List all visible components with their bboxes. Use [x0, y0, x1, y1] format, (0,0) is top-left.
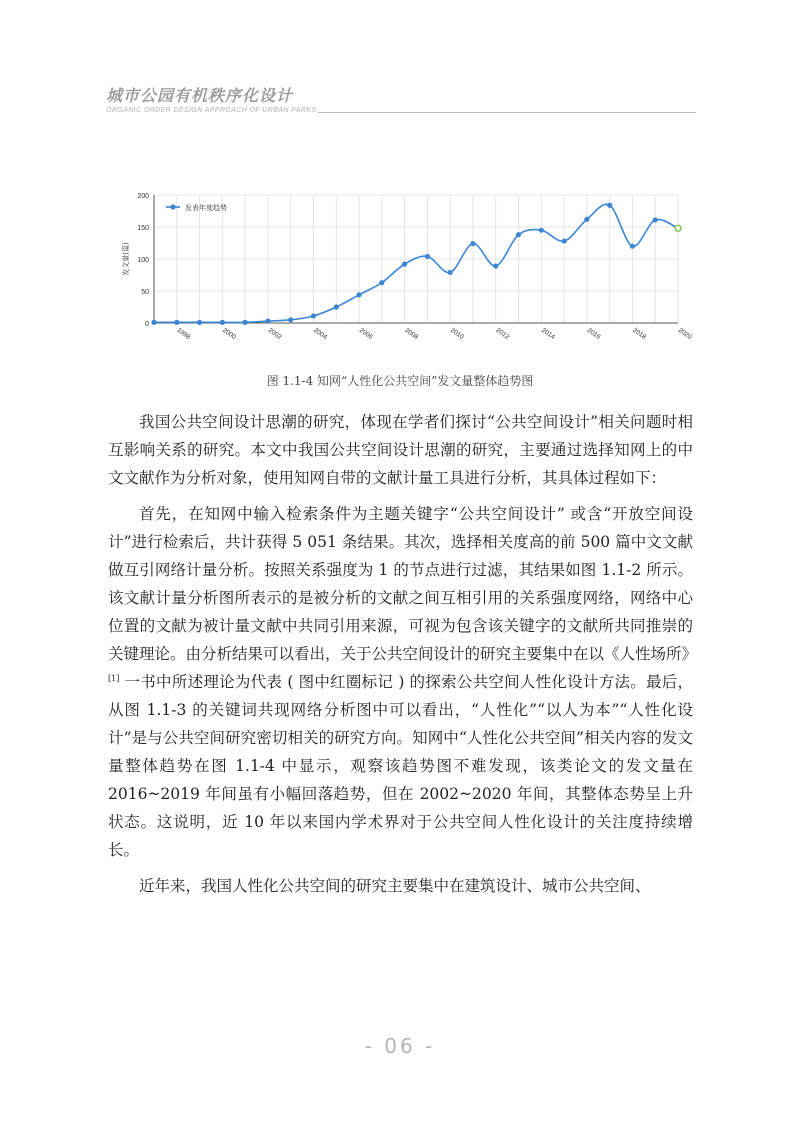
x-tick-label: 2004: [312, 326, 329, 341]
x-tick-label: 2020: [676, 326, 693, 341]
x-tick-label: 2012: [494, 326, 511, 341]
data-point: [197, 320, 202, 325]
y-tick-label: 200: [137, 193, 149, 200]
y-axis-label: 发文量(篇): [122, 242, 130, 276]
data-point: [174, 320, 179, 325]
paragraph-3: 近年来，我国人性化公共空间的研究主要集中在建筑设计、城市公共空间、: [139, 877, 651, 895]
data-point: [402, 262, 407, 267]
y-tick-label: 50: [141, 289, 149, 296]
data-point: [151, 320, 156, 325]
data-point: [288, 317, 293, 322]
x-tick-label: 2010: [449, 326, 465, 341]
data-point: [516, 232, 521, 237]
data-point: [630, 244, 635, 249]
running-header: [106, 86, 696, 116]
data-point: [220, 320, 225, 325]
body-text: [108, 408, 698, 900]
data-point: [425, 254, 430, 259]
x-tick-label: 1998: [175, 326, 192, 341]
x-tick-label: 2002: [266, 326, 283, 341]
paragraph-2-text-b: 一书中所述理论为代表 ( 图中红圈标记 ) 的探索公共空间人性化设计方法。最后，从图 1.1-3 的关键词共现网络分析图中可以看出，“人性化”“以人为本”“人性化设计”是与公共空间研究密切相关的研究方向。知网中“人性化公共空间”相关内容的发文量整体趋势在图 1.1-4 中显示，观察该趋势图不难发现，该类论文的发文量在 2016~2019 年间虽有小幅回落趋势，但在 2002~2020 年间，其整体态势呈上升状态。这说明，近 10 年以来国内学术界对于公共空间人性化设计的关注度持续增长。: [108, 673, 693, 859]
x-tick-label: 2008: [403, 326, 420, 341]
data-point: [356, 292, 361, 297]
y-tick-label: 100: [137, 257, 149, 264]
data-point: [470, 241, 475, 246]
data-point: [584, 217, 589, 222]
data-point: [561, 238, 566, 243]
data-point: [448, 270, 453, 275]
running-header-subtitle: ORGANIC ORDER DESIGN APPROACH OF URBAN PARKS: [106, 107, 317, 114]
data-point: [653, 217, 658, 222]
x-tick-label: 2018: [631, 326, 648, 341]
y-tick-label: 150: [137, 225, 149, 232]
data-point: [311, 313, 316, 318]
x-tick-label: 2014: [540, 326, 557, 341]
page-number: - 06 -: [364, 1034, 436, 1058]
trend-chart: [116, 186, 696, 356]
x-tick-label: 2016: [585, 326, 602, 341]
legend-marker: [170, 204, 175, 209]
paragraph-2-text-a: 首先，在知网中输入检索条件为主题关键字“公共空间设计” 或含“开放空间设计”进行检索后，共计获得 5 051 条结果。其次，选择相关度高的前 500 篇中文文献做互引网络计量分析。按照关系强度为 1 的节点进行过滤，其结果如图 1.1-2 所示。该文献计量分析图所表示的是被分析的文献之间互相引用的关系强度网络，网络中心位置的文献为被计量文献中共同引用来源，可视为包含该关键字的文献所共同推崇的关键理论。由分析结果可以看出，关于公共空间设计的研究主要集中在以《人性场所》: [108, 505, 698, 663]
x-tick-label: 2006: [357, 326, 374, 341]
y-tick-label: 0: [145, 321, 149, 328]
citation-reference[interactable]: [1]: [108, 674, 120, 683]
data-point: [379, 280, 384, 285]
paragraph-2: [108, 500, 698, 864]
data-point: [243, 320, 248, 325]
figure-caption: 图 1.1-4 知网“人性化公共空间”发文量整体趋势图: [266, 374, 534, 388]
legend-label: 发表年度趋势: [185, 204, 227, 212]
data-point: [334, 304, 339, 309]
data-point: [675, 225, 681, 231]
data-point: [539, 228, 544, 233]
data-point: [493, 263, 498, 268]
data-point: [607, 203, 612, 208]
header-rule: [318, 112, 696, 113]
data-point: [265, 318, 270, 323]
trend-chart-svg: [116, 186, 696, 356]
paragraph-1: 我国公共空间设计思潮的研究，体现在学者们探讨“公共空间设计”相关问题时相互影响关系的研究。本文中我国公共空间设计思潮的研究，主要通过选择知网上的中文文献作为分析对象，使用知网自带的文献计量工具进行分析，其具体过程如下：: [108, 413, 693, 487]
x-tick-label: 2000: [221, 326, 238, 341]
running-header-title: 城市公园有机秩序化设计: [106, 86, 294, 105]
